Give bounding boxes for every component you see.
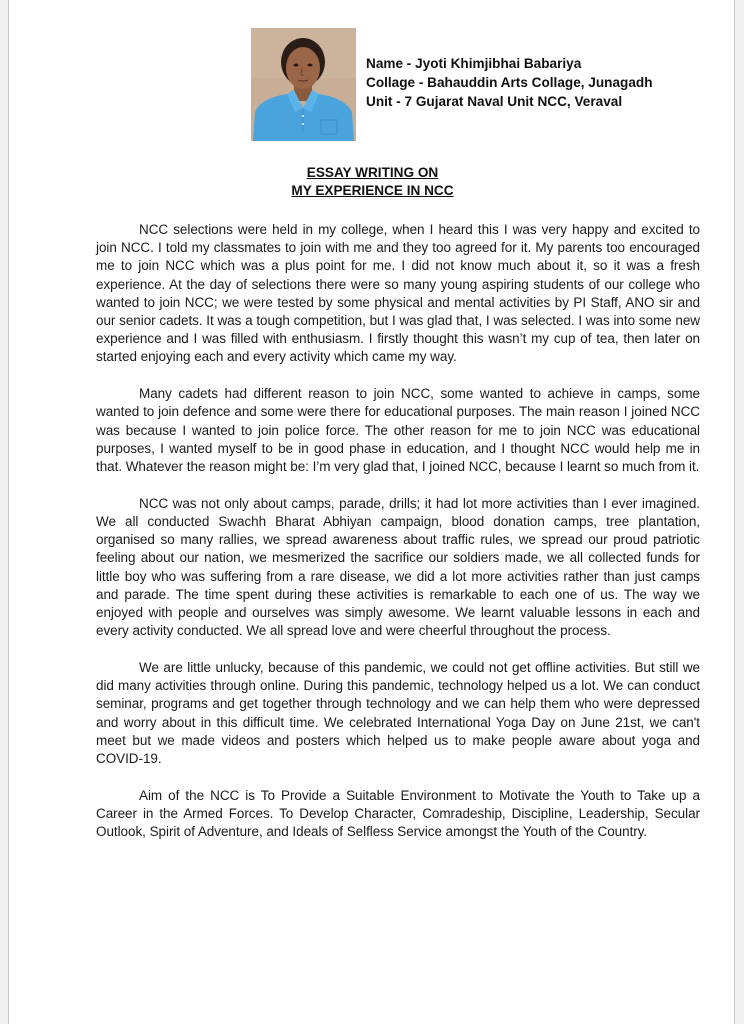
essay-paragraph: NCC was not only about camps, parade, drills; it had lot more activities than I ever imagined. We all conducted Swachh Bharat Abhiyan campaign, blood donation camps, tree plantation, organised so many rallies, we spread awareness about traffic rules, we spread our proud patriotic feeling about our nation, we mesmerized the sacrifice our soldiers made, we all collected funds for little boy who was suffering from a rare disease, we did a lot more activities rather than just camps and parade. The time spent during these activities is remarkable to each one of us. The way we enjoyed with people and ourselves was simply awesome. We learnt valuable lessons in each and every activity conducted. We all spread love and were cheerful throughout the process. <box>96 495 700 639</box>
ncc-unit: Unit - 7 Gujarat Naval Unit NCC, Veraval <box>366 94 623 109</box>
essay-paragraph: NCC selections were held in my college, when I heard this I was very happy and excited to join NCC. I told my classmates to join with me and they too agreed for it. My parents too encouraged me to join NCC which was a plus point for me. I did not know much about it, so it was a fresh experience. At the day of selections there were so many young aspiring students of our college who wanted to join NCC; we were tested by some physical and mental activities by PI Staff, ANO sir and our senior cadets. It was a tough competition, but I was glad that, I was selected. I was into some new experience and I was filled with enthusiasm. I firstly thought this wasn’t my cup of tea, then later on started enjoying each and every activity which came my way. <box>96 222 700 365</box>
college-name: Collage - Bahauddin Arts Collage, Junagadh <box>366 75 653 90</box>
profile-header <box>251 28 653 141</box>
student-name: Name - Jyoti Khimjibhai Babariya <box>366 56 582 71</box>
essay-title <box>9 164 736 200</box>
essay-body <box>96 221 700 860</box>
essay-title-line-2: MY EXPERIENCE IN NCC <box>291 183 454 198</box>
document-page <box>8 0 735 1024</box>
person-portrait-icon <box>251 28 356 141</box>
essay-paragraph: Many cadets had different reason to join NCC, some wanted to achieve in camps, some wanted to join defence and some were there for educational purposes. The main reason I joined NCC was because I wanted to join police force. The other reason for me to join NCC was educational purposes, I wanted myself to be in good phase in education, and I thought NCC would help me in that. Whatever the reason might be: I’m very glad that, I joined NCC, because I learnt so much from it. <box>96 386 700 475</box>
essay-paragraph: Aim of the NCC is To Provide a Suitable Environment to Motivate the Youth to Take up a Career in the Armed Forces. To Develop Character, Comradeship, Discipline, Leadership, Secular Outlook, Spirit of Adventure, and Ideals of Selfless Service amongst the Youth of the Country. <box>96 787 700 840</box>
profile-info <box>366 54 653 111</box>
profile-photo <box>251 28 356 141</box>
essay-paragraph: We are little unlucky, because of this pandemic, we could not get offline activities. But still we did many activities through online. During this pandemic, technology helped us a lot. We can conduct seminar, programs and get together through technology and we can help them who were depressed and worry about in this difficult time. We celebrated International Yoga Day on June 21st, we can't meet but we made videos and posters which helped us to make people aware about yoga and COVID-19. <box>96 660 700 767</box>
essay-title-line-1: ESSAY WRITING ON <box>306 165 439 180</box>
